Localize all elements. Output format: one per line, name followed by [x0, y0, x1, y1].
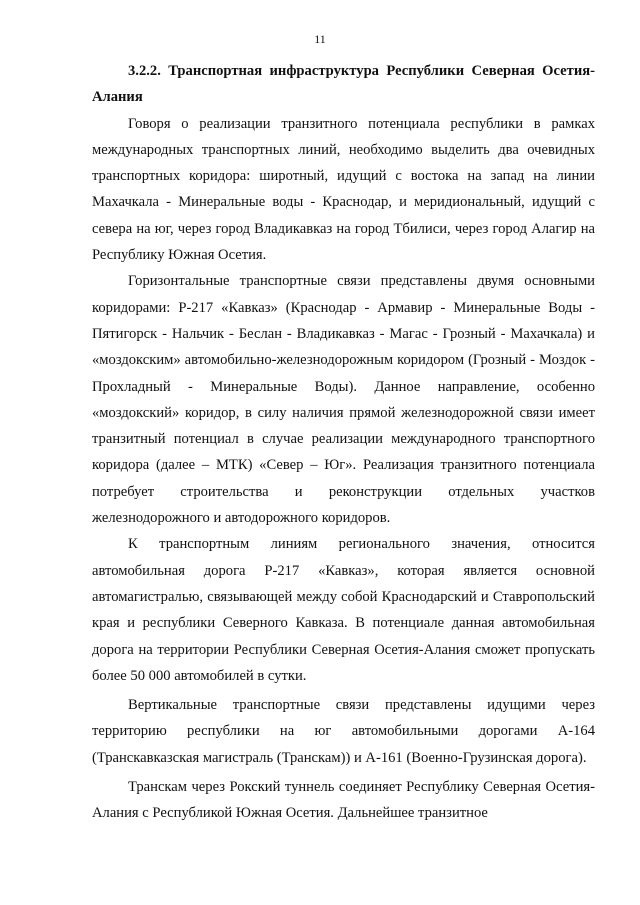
body-paragraph-5: Транскам через Рокский туннель соединяет Республику Северная Осетия-Алания с Республикой Южная Осетия. Дальнейшее транзитное — [92, 779, 595, 822]
body-paragraph-1: Говоря о реализации транзитного потенциала республики в рамках международных транспортных линий, необходимо выделить два очевидных транспортных коридора: широтный, идущий с востока на запад на линии Махачкала - Минеральные воды - Краснодар, и меридиональный, идущий с севера на юг, через город Владикавказ на город Тбилиси, через город Алагир на Республику Южная Осетия. — [92, 115, 595, 264]
body-paragraph-4: Вертикальные транспортные связи представлены идущими через территорию республики на юг автомобильными дорогами А-164 (Транскавказская магистраль (Транскам)) и А-161 (Военно-Грузинская дорога). — [92, 697, 595, 766]
page-number: 11 — [314, 32, 326, 46]
body-paragraph-3: К транспортным линиям регионального значения, относится автомобильная дорога Р-217 «Кавказ», которая является основной автомагистралью, связывающей между собой Краснодарский и Ставропольский края и республики Северного Кавказа. В потенциале данная автомобильная дорога на территории Республики Северная Осетия-Алания сможет пропускать более 50 000 автомобилей в сутки. — [92, 536, 595, 684]
body-paragraph-2: Горизонтальные транспортные связи представлены двумя основными коридорами: Р-217 «Кавказ» (Краснодар - Армавир - Минеральные Воды - Пятигорск - Нальчик - Беслан - Владикавказ - Магас - Грозный - Махачкала) и «моздокским» автомобильно-железнодорожным коридором (Грозный - Моздок - Прохладный - Минеральные Воды). Данное направление, особенно «моздокский» коридор, в силу наличия прямой железнодорожной связи имеет транзитный потенциал в случае реализации международного транспортного коридора (далее – МТК) «Север – Юг». Реализация транзитного потенциала потребует строительства и реконструкции отдельных участков железнодорожного и автодорожного коридоров. — [92, 273, 595, 527]
document-body — [92, 58, 595, 827]
section-heading: 3.2.2. Транспортная инфраструктура Республики Северная Осетия-Алания — [92, 63, 595, 106]
